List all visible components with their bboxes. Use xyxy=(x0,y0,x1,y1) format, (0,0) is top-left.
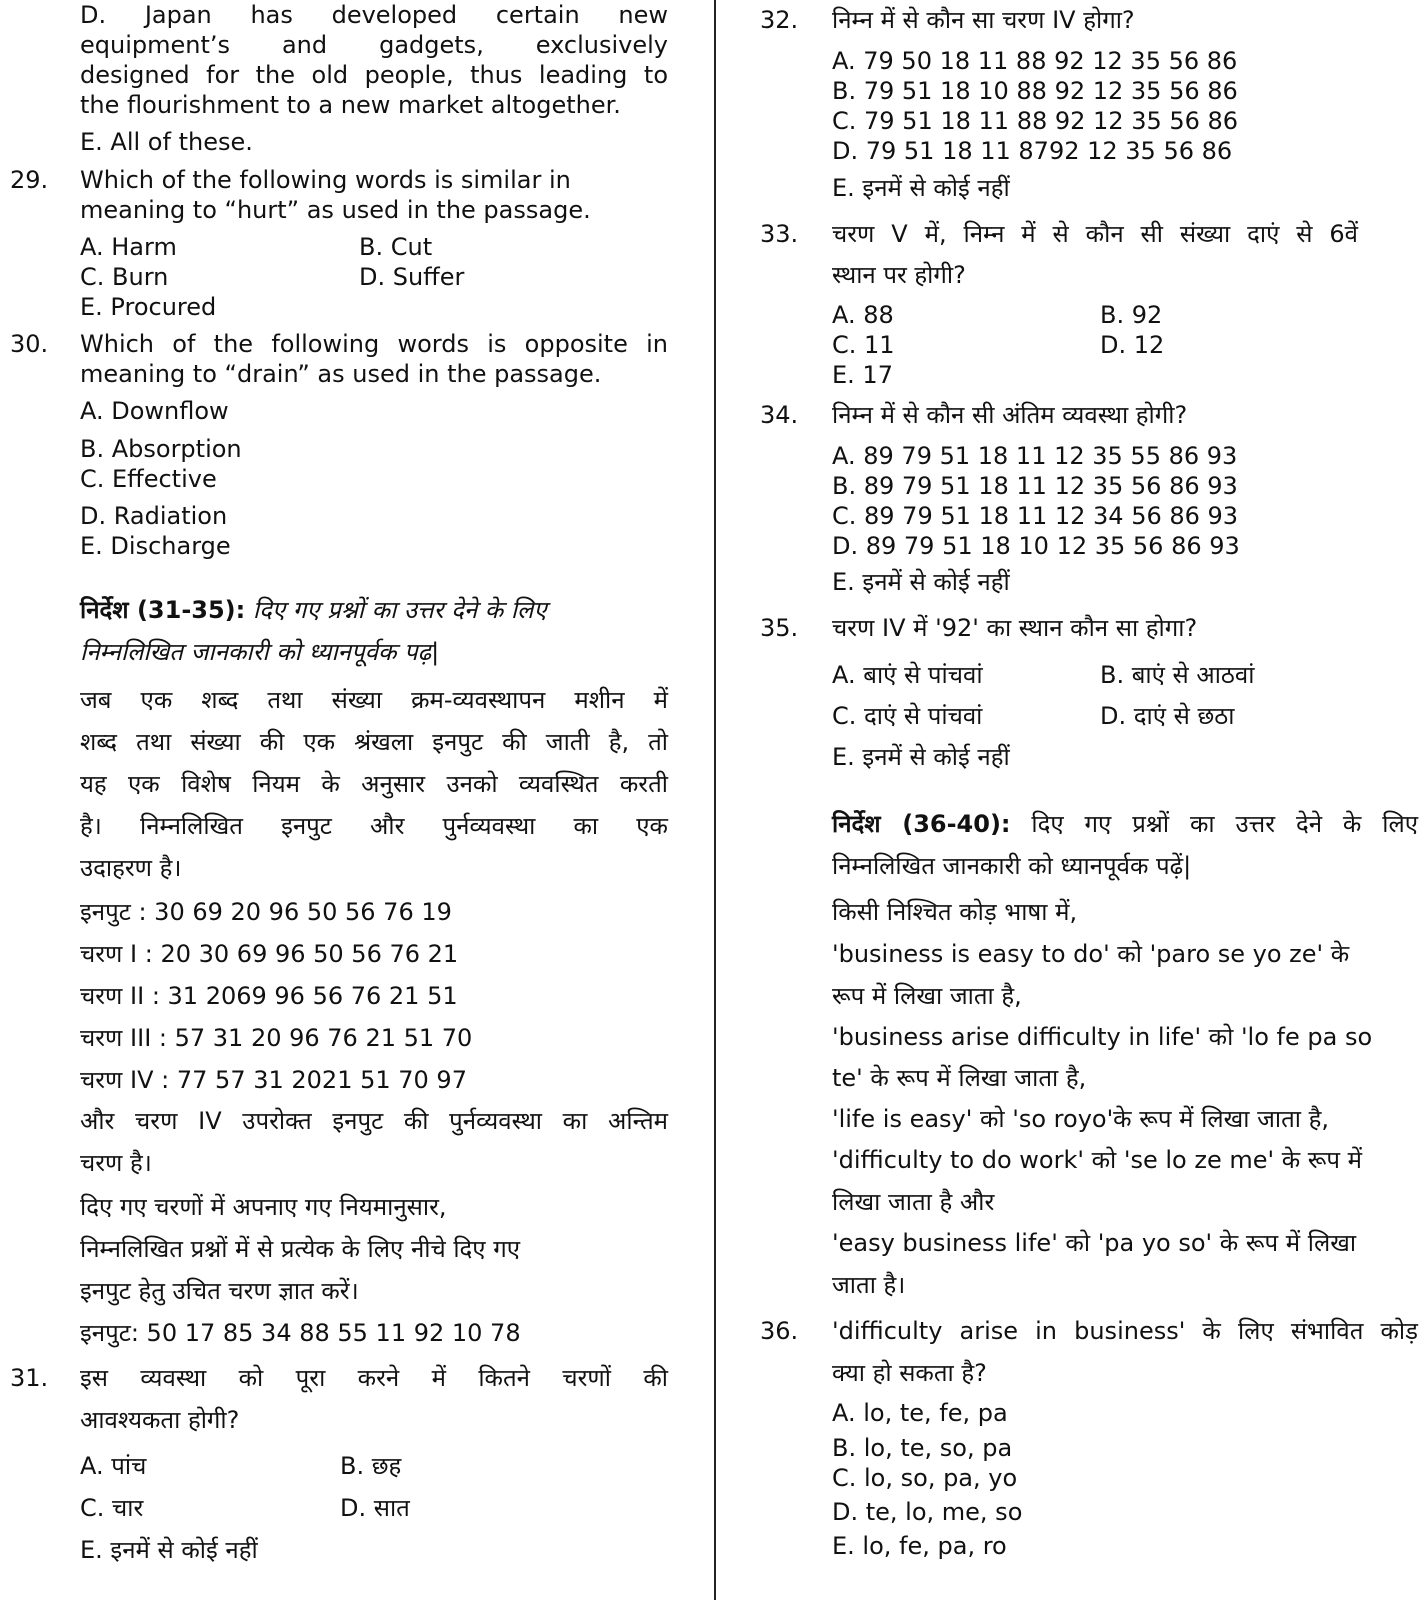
watermark xyxy=(199,248,1428,1452)
q35-option-e: E. इनमें से कोई नहीं xyxy=(832,743,1010,771)
q33-option-b: B. 92 xyxy=(1100,301,1163,329)
q29-option-e: E. Procured xyxy=(80,293,217,321)
q35-number: 35. xyxy=(760,614,799,642)
step-4: चरण IV : 77 57 31 2021 51 70 97 xyxy=(80,1066,467,1094)
q34-option-e: E. इनमें से कोई नहीं xyxy=(832,568,1010,596)
q31-text-line1: इस व्यवस्था को पूरा करने में कितने चरणों की xyxy=(80,1364,668,1392)
q30-option-b: B. Absorption xyxy=(80,435,242,463)
q30-option-a: A. Downflow xyxy=(80,397,229,425)
q29-option-a: A. Harm xyxy=(80,233,177,261)
q35-option-c: C. दाएं से पांचवां xyxy=(832,702,983,730)
column-divider xyxy=(714,0,716,1600)
q31-option-b: B. छह xyxy=(340,1452,402,1480)
direction-text-line2: निम्नलिखित जानकारी को ध्यानपूर्वक पढ़ें| xyxy=(832,852,1192,880)
q30-text-line1: Which of the following words is opposite in xyxy=(80,330,668,358)
code-line1: किसी निश्चित कोड़ भाषा में, xyxy=(832,898,1078,926)
q33-option-c: C. 11 xyxy=(832,331,895,359)
q36-option-e: E. lo, fe, pa, ro xyxy=(832,1532,1007,1560)
q33-option-a: A. 88 xyxy=(832,301,894,329)
q33-option-d: D. 12 xyxy=(1100,331,1165,359)
prev-option-d-line4: the flourishment to a new market altogether. xyxy=(80,91,621,119)
step-3: चरण III : 57 31 20 96 76 21 51 70 xyxy=(80,1024,473,1052)
q35-option-d: D. दाएं से छठा xyxy=(1100,702,1235,730)
direction-label: निर्देश (31-35): xyxy=(80,596,246,624)
q36-text-line1: 'difficulty arise in business' के लिए संभावित कोड़ xyxy=(832,1317,1418,1345)
direction-label: निर्देश (36-40): xyxy=(832,810,1011,838)
direction-text-line2: निम्नलिखित जानकारी को ध्यानपूर्वक पढ़| xyxy=(80,638,440,666)
final-line1: और चरण IV उपरोक्त इनपुट की पुर्नव्यवस्था का अन्तिम xyxy=(80,1107,668,1135)
code-line5: te' के रूप में लिखा जाता है, xyxy=(832,1064,1087,1092)
code-line6: 'life is easy' को 'so royo'के रूप में लिखा जाता है, xyxy=(832,1105,1330,1133)
q34-option-b: B. 89 79 51 18 11 12 35 56 86 93 xyxy=(832,472,1238,500)
q31-number: 31. xyxy=(10,1364,49,1392)
direction-text-line1: दिए गए प्रश्नों का उत्तर देने के लिए xyxy=(1031,810,1418,838)
q35-text: चरण IV में '92' का स्थान कौन सा होगा? xyxy=(832,614,1198,642)
new-input: इनपुट: 50 17 85 34 88 55 11 92 10 78 xyxy=(80,1319,521,1347)
q31-option-e: E. इनमें से कोई नहीं xyxy=(80,1536,258,1564)
q32-option-a: A. 79 50 18 11 88 92 12 35 56 86 xyxy=(832,47,1238,75)
q32-text: निम्न में से कौन सा चरण IV होगा? xyxy=(832,6,1135,34)
q36-number: 36. xyxy=(760,1317,799,1345)
code-line7: 'difficulty to do work' को 'se lo ze me' के रूप में xyxy=(832,1146,1363,1174)
q33-text-line2: स्थान पर होगी? xyxy=(832,261,966,289)
q32-option-e: E. इनमें से कोई नहीं xyxy=(832,174,1010,202)
passage-line3: यह एक विशेष नियम के अनुसार उनको व्यवस्थित करती xyxy=(80,770,668,798)
q31-option-d: D. सात xyxy=(340,1494,410,1522)
code-line10: जाता है। xyxy=(832,1271,906,1299)
q36-option-d: D. te, lo, me, so xyxy=(832,1498,1023,1526)
q30-option-c: C. Effective xyxy=(80,465,217,493)
q29-option-b: B. Cut xyxy=(359,233,433,261)
q32-option-c: C. 79 51 18 11 88 92 12 35 56 86 xyxy=(832,107,1239,135)
code-line8: लिखा जाता है और xyxy=(832,1188,995,1216)
q34-option-d: D. 89 79 51 18 10 12 35 56 86 93 xyxy=(832,532,1240,560)
q34-option-a: A. 89 79 51 18 11 12 35 55 86 93 xyxy=(832,442,1238,470)
q36-text-line2: क्या हो सकता है? xyxy=(832,1359,987,1387)
q31-option-a: A. पांच xyxy=(80,1452,147,1480)
q30-option-d: D. Radiation xyxy=(80,502,228,530)
final-line2: चरण है। xyxy=(80,1149,152,1177)
q35-option-b: B. बाएं से आठवां xyxy=(1100,661,1255,689)
q29-number: 29. xyxy=(10,166,49,194)
q35-option-a: A. बाएं से पांचवां xyxy=(832,661,983,689)
q29-text-line2: meaning to “hurt” as used in the passage. xyxy=(80,196,591,224)
q31-option-c: C. चार xyxy=(80,1494,144,1522)
direction-31-35 xyxy=(80,595,547,625)
q30-option-e: E. Discharge xyxy=(80,532,231,560)
prev-option-d-line3: designed for the old people, thus leading to xyxy=(80,61,668,89)
prev-option-e: E. All of these. xyxy=(80,128,253,156)
q36-option-a: A. lo, te, fe, pa xyxy=(832,1399,1008,1427)
q31-text-line2: आवश्यकता होगी? xyxy=(80,1406,240,1434)
q29-option-c: C. Burn xyxy=(80,263,169,291)
rule-line3: इनपुट हेतु उचित चरण ज्ञात करें। xyxy=(80,1277,359,1305)
rule-line1: दिए गए चरणों में अपनाए गए नियमानुसार, xyxy=(80,1193,447,1221)
prev-option-d-line1: D. Japan has developed certain new xyxy=(80,1,668,29)
q36-option-b: B. lo, te, so, pa xyxy=(832,1434,1013,1462)
passage-line2: शब्द तथा संख्या की एक श्रंखला इनपुट की जाती है, तो xyxy=(80,728,668,756)
q32-option-d: D. 79 51 18 11 8792 12 35 56 86 xyxy=(832,137,1233,165)
q29-text-line1: Which of the following words is similar in xyxy=(80,166,571,194)
rule-line2: निम्नलिखित प्रश्नों में से प्रत्येक के लिए नीचे दिए गए xyxy=(80,1235,520,1263)
q33-text-line1: चरण V में, निम्न में से कौन सी संख्या दाएं से 6वें xyxy=(832,220,1358,248)
direction-36-40 xyxy=(832,809,1418,839)
code-line4: 'business arise difficulty in life' को 'lo fe pa so xyxy=(832,1023,1373,1051)
code-line3: रूप में लिखा जाता है, xyxy=(832,982,1022,1010)
q34-option-c: C. 89 79 51 18 11 12 34 56 86 93 xyxy=(832,502,1239,530)
direction-text-line1: दिए गए प्रश्नों का उत्तर देने के लिए xyxy=(252,596,547,624)
q34-text: निम्न में से कौन सी अंतिम व्यवस्था होगी? xyxy=(832,401,1188,429)
code-line2: 'business is easy to do' को 'paro se yo ze' के xyxy=(832,940,1350,968)
q33-number: 33. xyxy=(760,220,799,248)
q33-option-e: E. 17 xyxy=(832,361,893,389)
passage-line5: उदाहरण है। xyxy=(80,854,182,882)
step-1: चरण I : 20 30 69 96 50 56 76 21 xyxy=(80,940,459,968)
step-2: चरण II : 31 2069 96 56 76 21 51 xyxy=(80,982,458,1010)
prev-option-d-line2: equipment’s and gadgets, exclusively xyxy=(80,31,668,59)
q32-number: 32. xyxy=(760,6,799,34)
passage-line4: है। निम्नलिखित इनपुट और पुर्नव्यवस्था का एक xyxy=(80,812,668,840)
step-input: इनपुट : 30 69 20 96 50 56 76 19 xyxy=(80,898,452,926)
q29-option-d: D. Suffer xyxy=(359,263,465,291)
q34-number: 34. xyxy=(760,401,799,429)
q30-number: 30. xyxy=(10,330,49,358)
passage-line1: जब एक शब्द तथा संख्या क्रम-व्यवस्थापन मशीन में xyxy=(80,686,668,714)
code-line9: 'easy business life' को 'pa yo so' के रूप में लिखा xyxy=(832,1229,1357,1257)
q32-option-b: B. 79 51 18 10 88 92 12 35 56 86 xyxy=(832,77,1238,105)
q36-option-c: C. lo, so, pa, yo xyxy=(832,1464,1018,1492)
q30-text-line2: meaning to “drain” as used in the passage. xyxy=(80,360,602,388)
